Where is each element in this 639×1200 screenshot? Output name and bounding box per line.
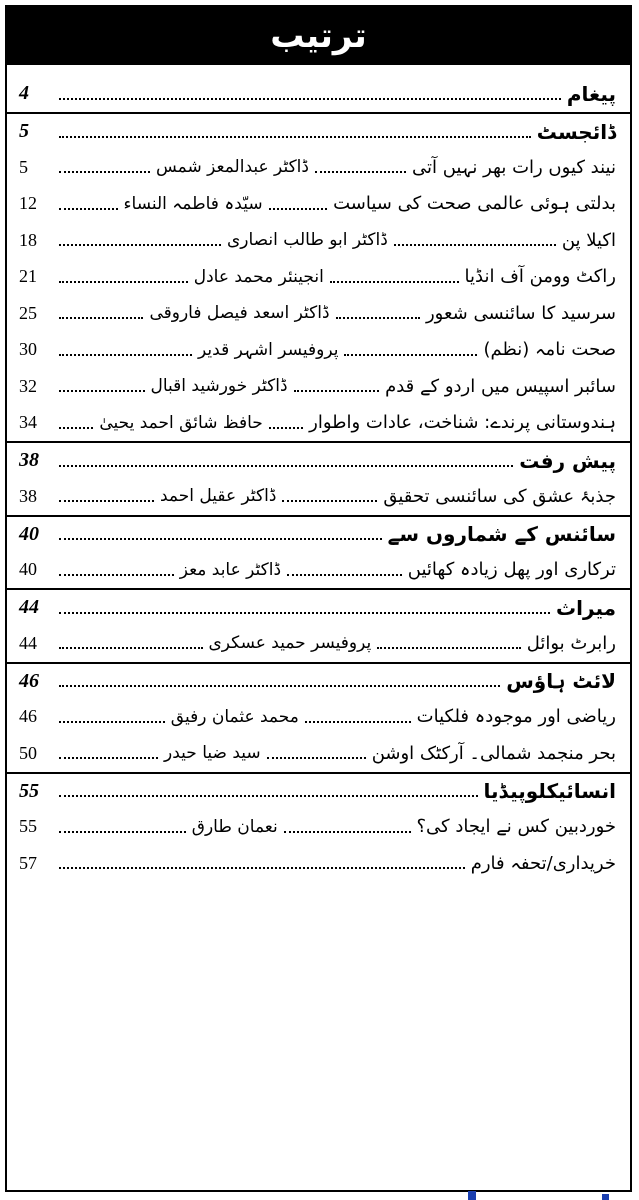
dot-leader: [59, 136, 531, 138]
dot-leader: [59, 390, 145, 392]
article-title: ریاضی اور موجودہ فلکیات: [416, 706, 616, 728]
dot-leader: [59, 208, 118, 210]
dot-leader: [59, 465, 513, 467]
page-number: 46: [18, 706, 37, 727]
page-number: 40: [18, 559, 37, 580]
article-title: ہندوستانی پرندے: شناخت، عادات واطوار: [309, 412, 616, 434]
dot-leader: [59, 795, 478, 797]
dot-leader: [336, 317, 420, 319]
section-title: میراث: [556, 595, 616, 620]
page-number: 25: [19, 302, 37, 323]
toc-item-row[interactable]: [7, 735, 630, 772]
toc-section-row[interactable]: [7, 662, 630, 699]
article-author: ڈاکٹر عابد معز: [179, 559, 282, 580]
article-author: ڈاکٹر عبدالمعز شمس: [156, 157, 309, 178]
dot-leader: [59, 500, 154, 502]
toc-section-row[interactable]: [7, 588, 630, 625]
article-title: خوردبین کس نے ایجاد کی؟: [416, 816, 616, 838]
toc-item-row[interactable]: [7, 149, 630, 186]
dot-leader: [59, 647, 203, 649]
page-number: 34: [18, 412, 37, 433]
toc-section-row[interactable]: [7, 112, 630, 149]
article-title: بحر منجمد شمالی۔ آرکٹک اوشن: [371, 742, 616, 764]
toc-item-row[interactable]: [7, 222, 630, 259]
page-number: 38: [19, 449, 39, 471]
dot-leader: [59, 685, 500, 687]
dot-leader: [394, 244, 556, 246]
dot-leader: [377, 647, 521, 649]
toc-item-row[interactable]: [7, 625, 630, 662]
toc-section-row[interactable]: [7, 772, 630, 809]
section-title: پیغام: [566, 81, 616, 106]
dot-leader: [59, 281, 188, 283]
article-title: نیند کیوں رات بھر نہیں آتی: [411, 156, 616, 178]
toc-item-row[interactable]: [7, 259, 630, 296]
page-number: 57: [19, 852, 37, 873]
article-author: ڈاکٹر ابو طالب انصاری: [226, 230, 388, 251]
page-number: 4: [19, 82, 29, 104]
article-author: محمد عثمان رفیق: [170, 706, 299, 727]
dot-leader: [59, 427, 93, 429]
page-number: 44: [18, 632, 37, 653]
section-title: لائٹ ہاؤس: [506, 669, 616, 693]
article-title: راکٹ وومن آف انڈیا: [464, 266, 616, 288]
article-author: سیّدہ فاطمہ النساء: [123, 194, 263, 215]
article-title: بدلتی ہوئی عالمی صحت کی سیاست: [333, 193, 616, 215]
dot-leader: [59, 538, 382, 540]
toc-frame: [5, 5, 632, 1192]
page-number: 5: [19, 120, 29, 142]
page-number: 38: [19, 485, 37, 506]
article-title: اکیلا پن: [561, 229, 616, 251]
article-title: ترکاری اور پھل زیادہ کھائیں: [407, 559, 616, 581]
dot-leader: [305, 721, 411, 723]
article-title: خریداری/تحفہ فارم: [470, 852, 616, 874]
toc-item-row[interactable]: [7, 368, 630, 405]
dot-leader: [284, 831, 411, 833]
toc-section-row[interactable]: [7, 75, 630, 112]
toc-item-row[interactable]: [7, 332, 630, 369]
toc-item-row[interactable]: [7, 845, 630, 882]
toc-item-row[interactable]: [7, 809, 630, 846]
article-title: صحت نامہ (نظم): [483, 339, 616, 361]
toc-item-row[interactable]: [7, 295, 630, 332]
dot-leader: [330, 281, 459, 283]
dot-leader: [59, 317, 143, 319]
toc-item-row[interactable]: [7, 699, 630, 736]
page-title: ترتیب: [7, 7, 630, 65]
article-author: انجینئر محمد عادل: [193, 266, 324, 287]
article-author: پروفیسر اشہر قدیر: [198, 340, 339, 361]
article-title: جذبۂ عشق کی سائنسی تحقیق: [383, 485, 616, 507]
section-title: انسائیکلوپیڈیا: [483, 779, 616, 803]
dot-leader: [287, 574, 402, 576]
page-number: 32: [18, 375, 37, 396]
dot-leader: [59, 867, 465, 869]
article-author: حافظ شائق احمد یحییٰ: [99, 412, 263, 433]
dot-leader: [59, 354, 192, 356]
page-number: 30: [18, 339, 37, 360]
dot-leader: [267, 757, 366, 759]
article-author: پروفیسر حمید عسکری: [208, 633, 372, 654]
article-author: ڈاکٹر اسعد فیصل فاروقی: [149, 303, 330, 324]
page-number: 44: [19, 596, 39, 618]
article-title: سائبر اسپیس میں اردو کے قدم: [385, 375, 616, 397]
dot-leader: [59, 721, 165, 723]
dot-leader: [269, 208, 328, 210]
page-number: 12: [18, 193, 37, 214]
toc-section-row[interactable]: [7, 441, 630, 478]
toc-list: [7, 75, 630, 882]
toc-item-row[interactable]: [7, 405, 630, 442]
section-title: پیش رفت: [519, 448, 616, 473]
dot-leader: [294, 390, 380, 392]
article-author: سید ضیا حیدر: [164, 743, 261, 764]
article-author: ڈاکٹر عقیل احمد: [159, 486, 277, 507]
page-number: 5: [19, 156, 28, 177]
page-number: 18: [18, 229, 37, 250]
page-number: 50: [18, 742, 37, 763]
dot-leader: [59, 98, 561, 100]
dot-leader: [344, 354, 477, 356]
toc-section-row[interactable]: [7, 515, 630, 552]
dot-leader: [269, 427, 303, 429]
page-number: 40: [19, 522, 39, 545]
section-title: سائنس کے شماروں سے: [387, 522, 616, 546]
dot-leader: [59, 574, 174, 576]
article-title: سرسید کا سائنسی شعور: [425, 302, 616, 324]
dot-leader: [59, 831, 186, 833]
article-author: ڈاکٹر خورشید اقبال: [150, 376, 288, 397]
dot-leader: [59, 171, 150, 173]
page-number: 55: [19, 779, 39, 802]
dot-leader: [315, 171, 406, 173]
page-number: 46: [19, 669, 39, 692]
dot-leader: [59, 757, 158, 759]
section-title: ڈائجسٹ: [536, 119, 616, 144]
dot-leader: [59, 244, 221, 246]
article-title: رابرٹ بوائل: [526, 632, 616, 654]
page-edge-mark: [602, 1194, 609, 1200]
page-edge-mark: [468, 1191, 476, 1200]
article-author: نعمان طارق: [191, 816, 278, 837]
page-number: 21: [18, 266, 37, 287]
dot-leader: [282, 500, 377, 502]
toc-item-row[interactable]: [7, 478, 630, 515]
toc-item-row[interactable]: [7, 186, 630, 223]
dot-leader: [59, 612, 550, 614]
page-number: 55: [18, 816, 37, 837]
toc-item-row[interactable]: [7, 552, 630, 589]
